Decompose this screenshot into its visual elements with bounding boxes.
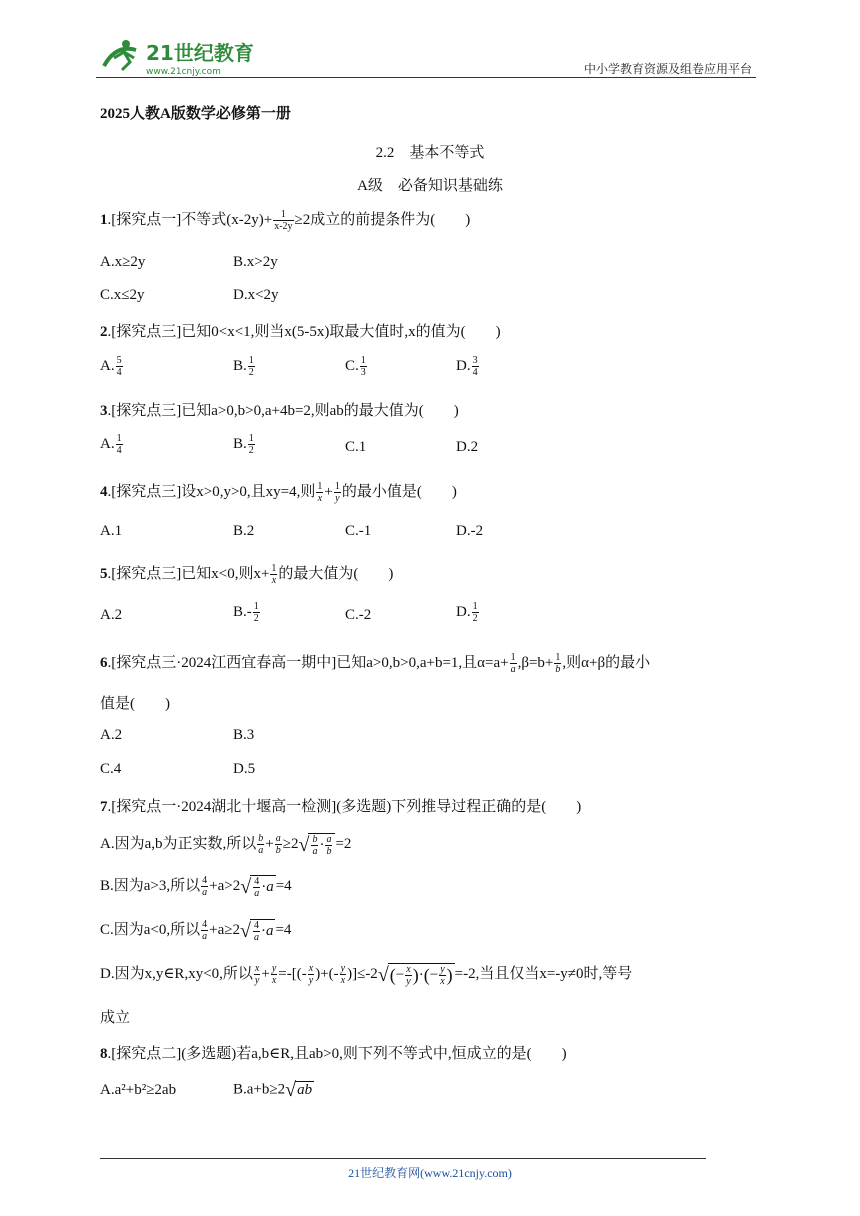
q7-option-c: C.因为a<0,所以 $\frac{4}{a}$ +a≥2√ $\frac{4}{a}$ ·a =4 bbox=[100, 919, 292, 943]
q4-option-c: C.-1 bbox=[345, 523, 372, 539]
footer-divider bbox=[100, 1158, 706, 1159]
svg-text:21世纪教育: 21世纪教育 bbox=[146, 41, 254, 65]
footer-text: 21世纪教育网(www.21cnjy.com) bbox=[348, 1166, 512, 1180]
q8-option-b: B.a+b≥2√ab bbox=[233, 1079, 313, 1101]
q4-option-a: A.1 bbox=[100, 523, 123, 539]
q4-option-b: B.2 bbox=[233, 523, 255, 539]
header-divider bbox=[96, 77, 756, 78]
question-5: 5.[探究点三]已知x<0,则x+ $\frac{1}{x}$ 的最大值为( ) bbox=[100, 563, 394, 587]
q3-option-b: B. $\frac{1}{2}$ bbox=[233, 433, 254, 456]
q5-option-d: D. $\frac{1}{2}$ bbox=[456, 601, 478, 624]
q6-option-a: A.2 bbox=[100, 727, 123, 743]
site-logo bbox=[96, 36, 266, 78]
q1-option-a: A.x≥2y bbox=[100, 254, 146, 270]
svg-text:www.21cnjy.com: www.21cnjy.com bbox=[146, 67, 221, 77]
q1-option-c: C.x≤2y bbox=[100, 287, 145, 303]
q7-option-a: A.因为a,b为正实数,所以 $\frac{b}{a}$ + $\frac{a}{b}$ ≥2√ $\frac{b}{a}$ · $\frac{a}{b}$ =2 bbox=[100, 833, 352, 857]
question-7: 7.[探究点一·2024湖北十堰高一检测](多选题)下列推导过程正确的是( ) bbox=[100, 799, 582, 815]
question-3: 3.[探究点三]已知a>0,b>0,a+4b=2,则ab的最大值为( ) bbox=[100, 403, 459, 419]
q7-option-d-cont: 成立 bbox=[100, 1010, 131, 1026]
question-6-cont: 值是( ) bbox=[100, 696, 170, 712]
q2-option-a: A. $\frac{5}{4}$ bbox=[100, 355, 122, 378]
question-4: 4.[探究点三]设x>0,y>0,且xy=4,则 $\frac{1}{x}$ + $\frac{1}{y}$ 的最小值是( ) bbox=[100, 481, 457, 505]
q6-option-d: D.5 bbox=[233, 761, 256, 777]
document-title: 2025人教A版数学必修第一册 bbox=[100, 106, 291, 122]
q5-option-a: A.2 bbox=[100, 607, 123, 623]
q1-option-b: B.x>2y bbox=[233, 254, 278, 270]
q6-option-b: B.3 bbox=[233, 727, 255, 743]
q2-option-d: D. $\frac{3}{4}$ bbox=[456, 355, 478, 378]
q8-option-a: A.a²+b²≥2ab bbox=[100, 1082, 177, 1098]
page-header bbox=[96, 32, 756, 80]
platform-name: 中小学教育资源及组卷应用平台 bbox=[583, 62, 752, 76]
question-6: 6.[探究点三·2024江西宜春高一期中]已知a>0,b>0,a+b=1,且α=a+ $\frac{1}{a}$ ,β=b+ $\frac{1}{b}$ ,则α+β的最小 bbox=[100, 652, 651, 676]
q5-option-c: C.-2 bbox=[345, 607, 372, 623]
question-1: 1.[探究点一]不等式(x-2y)+ $\frac{1}{x-2y}$ ≥2成立的前提条件为( ) bbox=[100, 209, 471, 233]
q4-option-d: D.-2 bbox=[456, 523, 484, 539]
q3-option-c: C.1 bbox=[345, 439, 367, 455]
q7-option-b: B.因为a>3,所以 $\frac{4}{a}$ +a>2√ $\frac{4}{a}$ ·a =4 bbox=[100, 875, 292, 899]
q7-option-d: D.因为x,y∈R,xy<0,所以 $\frac{x}{y}$ + $\frac{y}{x}$ =-[(- $\frac{x}{y}$ )+(- $\frac{y}{x}$ )]≤-2√(− $\frac{x}{y}$ )·(− $\frac{y}{x}$ ) =-2,当且仅当x=-y≠0时,等号 bbox=[100, 963, 633, 987]
q3-option-d: D.2 bbox=[456, 439, 479, 455]
question-8: 8.[探究点二](多选题)若a,b∈R,且ab>0,则下列不等式中,恒成立的是( ) bbox=[100, 1046, 567, 1062]
q3-option-a: A. $\frac{1}{4}$ bbox=[100, 433, 122, 456]
section-title: 2.2 基本不等式 bbox=[375, 145, 485, 161]
question-2: 2.[探究点三]已知0<x<1,则当x(5-5x)取最大值时,x的值为( ) bbox=[100, 324, 501, 340]
q5-option-b: B.- $\frac{1}{2}$ bbox=[233, 601, 259, 624]
q2-option-c: C. $\frac{1}{3}$ bbox=[345, 355, 366, 378]
q6-option-c: C.4 bbox=[100, 761, 122, 777]
q1-option-d: D.x<2y bbox=[233, 287, 279, 303]
level-title: A级 必备知识基础练 bbox=[357, 178, 503, 194]
q2-option-b: B. $\frac{1}{2}$ bbox=[233, 355, 254, 378]
